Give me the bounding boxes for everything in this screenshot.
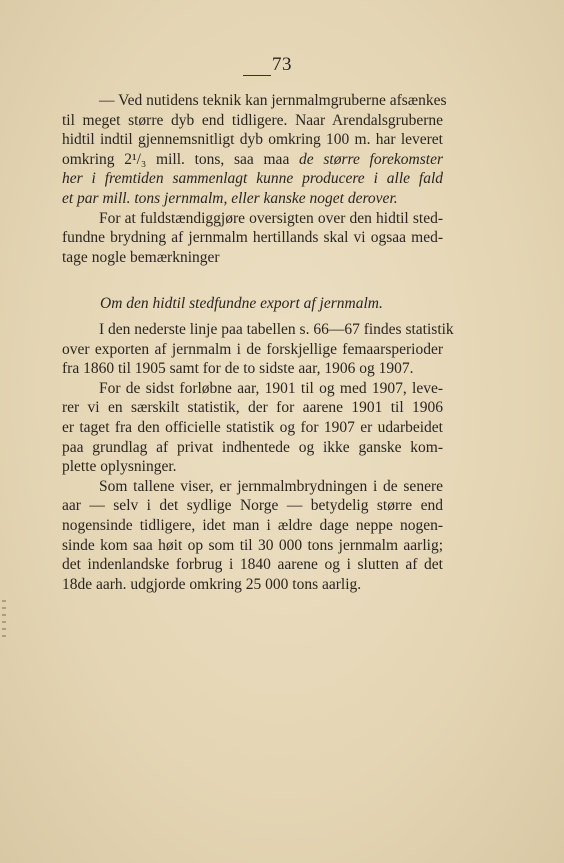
paragraph1-line-start: omkring 2¹/₃ mill. tons, saa maa — [62, 150, 300, 168]
paragraph4-line: paa grundlag af privat indhentede og ikke ganske kom- — [62, 438, 443, 456]
paragraph1-line: til meget større dyb end tidligere. Naar Arendalsgruberne — [62, 111, 443, 129]
paragraph5-line: aar — selv i det sydlige Norge — betydelig større end — [62, 497, 443, 515]
paragraph5-line: nogensinde tidligere, idet man i ældre dage neppe nogen- — [62, 516, 443, 534]
paragraph5-line: 18de aarh. udgjorde omkring 25 000 tons aarlig. — [62, 575, 362, 593]
paragraph3-line: over exporten af jernmalm i de forskjellige femaarsperioder — [62, 340, 443, 358]
margin-marks — [2, 600, 6, 640]
paragraph1-line: hidtil indtil gjennemsnitligt dyb omkring 100 m. har leveret — [62, 131, 443, 149]
paragraph1-line-mixed — [62, 150, 443, 170]
paragraph1-line: et par mill. tons jernmalm, eller kanske noget derover. — [62, 189, 398, 207]
paragraph4-line: er taget fra den officielle statistik og for 1907 er udarbeidet — [62, 418, 443, 436]
paragraph3-line: I den nederste linje paa tabellen s. 66—67 findes statistik — [99, 321, 454, 338]
paragraph4-line: For de sidst forløbne aar, 1901 til og med 1907, leve- — [99, 379, 443, 397]
page-number-underline — [243, 75, 271, 76]
paragraph1-line: her i fremtiden sammenlagt kunne producere i alle fald — [62, 170, 443, 188]
text-block-top — [62, 91, 447, 267]
paragraph2-line: fundne brydning af jernmalm hertillands skal vi ogsaa med- — [62, 229, 443, 247]
page-number: 73 — [272, 54, 292, 75]
paragraph5-line: Som tallene viser, er jernmalmbrydningen i de senere — [99, 477, 443, 495]
text-block-bottom — [62, 320, 454, 594]
paragraph3-line: fra 1860 til 1905 samt for de to sidste aar, 1906 og 1907. — [62, 360, 414, 378]
paragraph1-line-italic: de større forekomster — [299, 150, 443, 168]
paragraph4-line: rer vi en særskilt statistik, der for aarene 1901 til 1906 — [62, 399, 443, 417]
paragraph2-line: For at fuldstændiggjøre oversigten over den hidtil sted- — [99, 209, 443, 227]
paragraph5-line: sinde kom saa høit op som til 30 000 tons jernmalm aarlig; — [62, 536, 443, 554]
paragraph5-line: det indenlandske forbrug i 1840 aarene og i slutten af det — [62, 556, 443, 574]
section-heading: Om den hidtil stedfundne export af jernmalm. — [100, 295, 383, 312]
paragraph4-line: plette oplysninger. — [62, 458, 177, 476]
paragraph2-line: tage nogle bemærkninger — [62, 248, 220, 266]
paragraph1-line: — Ved nutidens teknik kan jernmalmgruberne afsænkes — [99, 92, 447, 109]
